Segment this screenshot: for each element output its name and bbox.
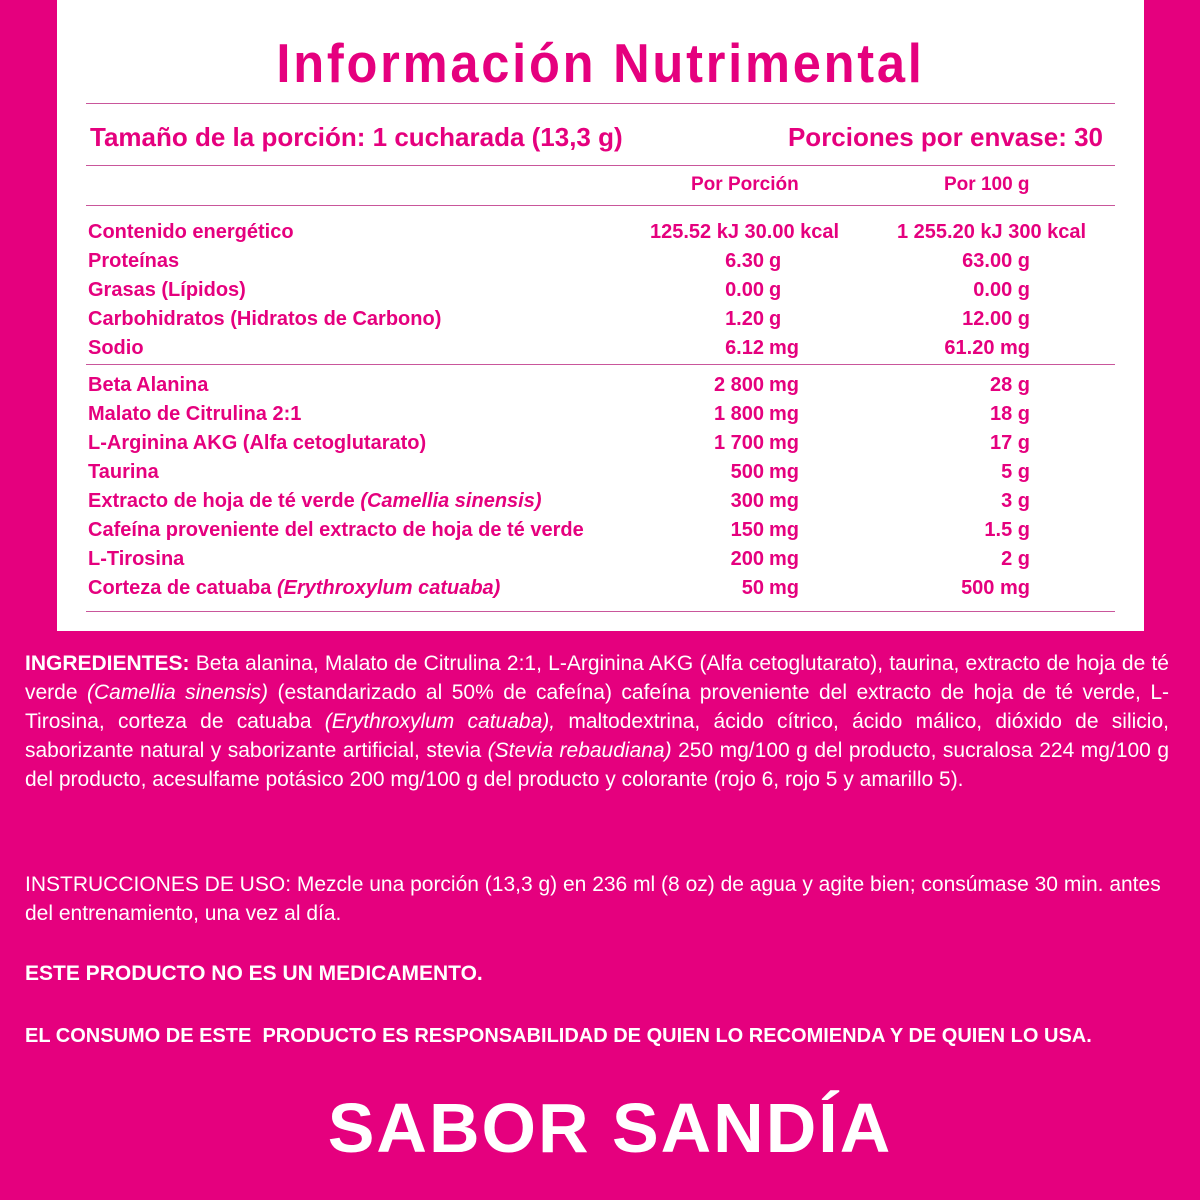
nutrient-name	[88, 574, 500, 602]
amount-unit: mg	[769, 432, 799, 454]
ingredients-text: (estandarizado al 50% de cafeína) cafeína proveniente del extracto de hoja de té verde, L-Tirosina, corteza de catuaba	[25, 681, 1169, 733]
nutrient-name	[88, 305, 441, 333]
ingredients-text: maltodextrina, ácido cítrico, ácido málico, dióxido de silicio, saborizante natural y saborizante artificial, stevia	[25, 710, 1169, 762]
nutrient-label: L-Tirosina	[88, 548, 185, 570]
scientific-name: (Erythroxylum catuaba),	[324, 710, 556, 733]
amount-per-100g: 0.00 g	[973, 279, 1030, 301]
medicine-warning: ESTE PRODUCTO NO ES UN MEDICAMENTO.	[25, 962, 483, 985]
nutrient-name	[88, 545, 184, 573]
nutrient-name	[88, 276, 246, 304]
amount-unit: mg	[769, 577, 799, 599]
nutrient-name	[88, 400, 301, 428]
nutrient-label: Grasas (Lípidos)	[88, 279, 246, 301]
amount-unit: g	[769, 308, 782, 330]
ingredients-text: Beta alanina, Malato de Citrulina 2:1, L-Arginina AKG (Alfa cetoglutarato), taurina, extracto de hoja de té verde	[25, 652, 1169, 704]
amount-per-serving: 0.00	[725, 279, 764, 301]
amount-unit: mg	[769, 461, 799, 483]
responsibility-warning: EL CONSUMO DE ESTE PRODUCTO ES RESPONSABILIDAD DE QUIEN LO RECOMIENDA Y DE QUIEN LO USA.	[25, 1025, 1092, 1047]
nutrient-label: Proteínas	[88, 250, 180, 272]
scientific-name: (Camellia sinensis)	[87, 681, 269, 704]
divider	[86, 165, 1115, 166]
active-ingredient-row	[57, 371, 1144, 399]
divider	[86, 205, 1115, 206]
nutrient-label: Malato de Citrulina 2:1	[88, 403, 302, 425]
nutrition-facts-panel	[57, 0, 1144, 631]
nutrient-label: Corteza de catuaba	[88, 577, 277, 599]
energy-per-serving: 125.52 kJ 30.00 kcal	[650, 221, 840, 243]
amount-per-100g: 63.00 g	[962, 250, 1030, 272]
amount-unit: g	[769, 250, 782, 272]
amount-per-serving: 150	[730, 519, 764, 541]
amount-per-serving: 6.12	[725, 337, 764, 359]
nutrient-label: Beta Alanina	[88, 374, 209, 396]
nutrient-label: Taurina	[88, 461, 159, 483]
amount-unit: mg	[769, 519, 799, 541]
amount-unit: mg	[769, 374, 799, 396]
amount-per-serving: 200	[730, 548, 764, 570]
active-ingredient-row	[57, 429, 1144, 457]
amount-per-serving: 1 800	[713, 403, 764, 425]
active-ingredient-row	[57, 574, 1144, 602]
amount-per-serving: 2 800	[713, 374, 764, 396]
amount-per-serving: 1 700	[713, 432, 764, 454]
amount-unit: mg	[769, 337, 799, 359]
nutrient-label: L-Arginina AKG (Alfa cetoglutarato)	[88, 432, 427, 454]
servings-per-container: Porciones por envase: 30	[787, 122, 1103, 152]
scientific-name: (Camellia sinensis)	[360, 490, 542, 512]
divider	[86, 364, 1115, 365]
nutrient-name: Contenido energético	[88, 221, 294, 243]
scientific-name: (Stevia rebaudiana)	[487, 739, 672, 762]
nutrient-row	[57, 276, 1144, 304]
nutrient-label: Extracto de hoja de té verde	[88, 490, 361, 512]
nutrient-name	[88, 371, 208, 399]
amount-per-100g: 12.00 g	[962, 308, 1030, 330]
nutrient-row	[57, 334, 1144, 362]
column-header-per-100g: Por 100 g	[944, 174, 1030, 195]
nutrient-name	[88, 458, 159, 486]
usage-instructions: INSTRUCCIONES DE USO: Mezcle una porción (13,3 g) en 236 ml (8 oz) de agua y agite bien; consúmase 30 min. antes del entrenamiento, una vez al día.	[25, 873, 1161, 925]
ingredients-label: INGREDIENTES:	[25, 652, 190, 675]
amount-unit: mg	[769, 490, 799, 512]
amount-unit: mg	[769, 548, 799, 570]
ingredients-text: 250 mg/100 g del producto, sucralosa 224 mg/100 g del producto, acesulfame potásico 200 mg/100 g del producto y colorante (rojo 6, rojo 5 y amarillo 5).	[25, 739, 1169, 791]
amount-unit: mg	[769, 403, 799, 425]
ingredients-paragraph	[25, 649, 1169, 794]
nutrient-name	[88, 487, 542, 515]
amount-per-100g: 17 g	[989, 432, 1030, 454]
amount-per-serving: 500	[730, 461, 764, 483]
amount-per-serving: 6.30	[725, 250, 764, 272]
divider	[86, 611, 1115, 612]
panel-title: Información Nutrimental	[276, 32, 925, 94]
nutrient-name	[88, 516, 584, 544]
amount-unit: g	[769, 279, 782, 301]
flavor-label: SABOR SANDÍA	[327, 1089, 893, 1167]
amount-per-100g: 61.20 mg	[944, 337, 1030, 359]
active-ingredient-row	[57, 545, 1144, 573]
nutrient-label: Cafeína proveniente del extracto de hoja de té verde	[88, 519, 584, 541]
energy-row	[57, 218, 1144, 246]
nutrient-name	[88, 429, 426, 457]
active-ingredient-row	[57, 458, 1144, 486]
amount-per-serving: 1.20	[725, 308, 764, 330]
column-header-per-serving: Por Porción	[691, 174, 799, 195]
amount-per-100g: 18 g	[989, 403, 1030, 425]
nutrient-row	[57, 305, 1144, 333]
nutrient-name	[88, 247, 179, 275]
amount-per-100g: 500 mg	[961, 577, 1030, 599]
nutrient-label: Carbohidratos (Hidratos de Carbono)	[88, 308, 442, 330]
nutrient-row	[57, 247, 1144, 275]
active-ingredient-row	[57, 516, 1144, 544]
active-ingredient-row	[57, 487, 1144, 515]
serving-size: Tamaño de la porción: 1 cucharada (13,3 g)	[90, 122, 623, 152]
divider	[86, 103, 1115, 104]
amount-per-100g: 5 g	[1001, 461, 1030, 483]
amount-per-serving: 300	[730, 490, 764, 512]
amount-per-serving: 50	[741, 577, 764, 599]
active-ingredient-row	[57, 400, 1144, 428]
nutrient-name	[88, 334, 144, 362]
amount-per-100g: 2 g	[1001, 548, 1030, 570]
amount-per-100g: 28 g	[989, 374, 1030, 396]
energy-per-100g: 1 255.20 kJ 300 kcal	[897, 221, 1087, 243]
nutrient-label: Sodio	[88, 337, 144, 359]
amount-per-100g: 3 g	[1001, 490, 1030, 512]
amount-per-100g: 1.5 g	[984, 519, 1030, 541]
scientific-name: (Erythroxylum catuaba)	[276, 577, 501, 599]
